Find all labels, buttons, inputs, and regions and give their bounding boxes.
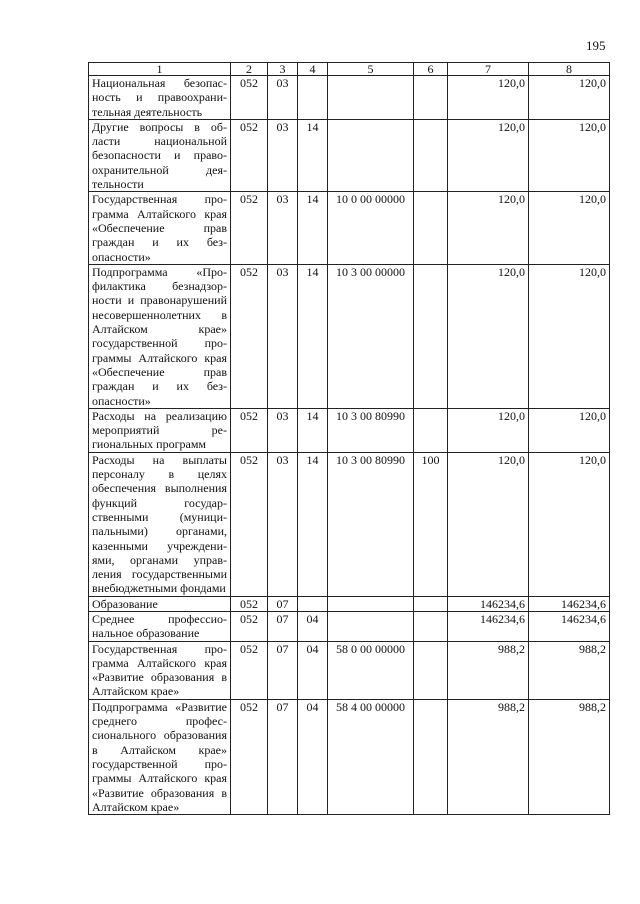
row-rz: 03 <box>268 408 298 452</box>
row-pr: 04 <box>298 699 328 814</box>
col-header: 7 <box>448 63 529 76</box>
row-pr: 14 <box>298 192 328 264</box>
col-header: 1 <box>89 63 231 76</box>
row-sum-1: 120,0 <box>448 408 529 452</box>
row-vr <box>414 596 448 611</box>
row-name: Государственная программа Алтайского края «Развитие образования в Алтайском крае» <box>89 641 231 699</box>
row-sum-2: 120,0 <box>529 408 610 452</box>
row-pr <box>298 596 328 611</box>
row-rz: 07 <box>268 699 298 814</box>
table-row <box>89 264 610 408</box>
col-header: 2 <box>231 63 268 76</box>
row-sum-2: 120,0 <box>529 76 610 120</box>
row-ved: 052 <box>231 264 268 408</box>
row-ved: 052 <box>231 641 268 699</box>
row-csr <box>328 596 414 611</box>
row-vr <box>414 76 448 120</box>
row-ved: 052 <box>231 119 268 191</box>
row-vr <box>414 119 448 191</box>
row-csr: 10 3 00 80990 <box>328 408 414 452</box>
row-sum-1: 120,0 <box>448 192 529 264</box>
row-name: Расходы на выплаты персоналу в целях обеспечения выполнения функций государственными (муниципальными) органами, казенными учреждениями, органами управления государственными внебюджетными фондами <box>89 452 231 596</box>
row-vr <box>414 611 448 641</box>
row-vr <box>414 641 448 699</box>
col-header: 8 <box>529 63 610 76</box>
col-header: 6 <box>414 63 448 76</box>
col-header: 3 <box>268 63 298 76</box>
row-ved: 052 <box>231 192 268 264</box>
row-name: Среднее профессиональное образование <box>89 611 231 641</box>
row-sum-2: 120,0 <box>529 119 610 191</box>
row-sum-1: 146234,6 <box>448 596 529 611</box>
table-row <box>89 452 610 596</box>
row-name: Образование <box>89 596 231 611</box>
row-rz: 07 <box>268 611 298 641</box>
row-vr: 100 <box>414 452 448 596</box>
row-csr: 58 0 00 00000 <box>328 641 414 699</box>
row-sum-2: 146234,6 <box>529 596 610 611</box>
row-sum-2: 988,2 <box>529 699 610 814</box>
row-sum-2: 120,0 <box>529 452 610 596</box>
row-vr <box>414 408 448 452</box>
table-row <box>89 641 610 699</box>
row-ved: 052 <box>231 699 268 814</box>
row-name: Подпрограмма «Развитие среднего профессионального образования в Алтайском крае» государственной программы Алтайского края «Развитие образования в Алтайском крае» <box>89 699 231 814</box>
table-row <box>89 76 610 120</box>
table-row <box>89 699 610 814</box>
row-rz: 03 <box>268 76 298 120</box>
row-rz: 03 <box>268 452 298 596</box>
page-number: 195 <box>586 38 606 53</box>
row-sum-1: 988,2 <box>448 699 529 814</box>
row-sum-2: 120,0 <box>529 264 610 408</box>
row-pr: 14 <box>298 452 328 596</box>
col-header: 5 <box>328 63 414 76</box>
header-row <box>89 63 610 76</box>
row-name: Подпрограмма «Профилактика безнадзорности и правонарушений несовершеннолетних в Алтайском крае» государственной программы Алтайского края «Обеспечение прав граждан и их безопасности» <box>89 264 231 408</box>
row-pr: 14 <box>298 408 328 452</box>
row-sum-1: 120,0 <box>448 119 529 191</box>
row-name: Расходы на реализацию мероприятий региональных программ <box>89 408 231 452</box>
table-row <box>89 408 610 452</box>
row-sum-2: 120,0 <box>529 192 610 264</box>
row-vr <box>414 264 448 408</box>
row-sum-2: 146234,6 <box>529 611 610 641</box>
row-pr: 04 <box>298 611 328 641</box>
row-sum-2: 988,2 <box>529 641 610 699</box>
row-ved: 052 <box>231 76 268 120</box>
col-header: 4 <box>298 63 328 76</box>
row-name: Национальная безопасность и правоохранительная деятельность <box>89 76 231 120</box>
table-row <box>89 596 610 611</box>
row-sum-1: 120,0 <box>448 264 529 408</box>
row-ved: 052 <box>231 611 268 641</box>
budget-table <box>88 62 610 815</box>
row-rz: 03 <box>268 119 298 191</box>
row-pr: 04 <box>298 641 328 699</box>
row-csr: 10 0 00 00000 <box>328 192 414 264</box>
row-ved: 052 <box>231 408 268 452</box>
row-csr <box>328 76 414 120</box>
row-sum-1: 120,0 <box>448 76 529 120</box>
row-sum-1: 988,2 <box>448 641 529 699</box>
row-csr <box>328 611 414 641</box>
row-csr: 10 3 00 80990 <box>328 452 414 596</box>
row-rz: 07 <box>268 641 298 699</box>
table-row <box>89 119 610 191</box>
row-rz: 07 <box>268 596 298 611</box>
row-ved: 052 <box>231 452 268 596</box>
row-name: Государственная программа Алтайского края «Обеспечение прав граждан и их безопасности» <box>89 192 231 264</box>
row-vr <box>414 192 448 264</box>
row-sum-1: 120,0 <box>448 452 529 596</box>
row-pr: 14 <box>298 119 328 191</box>
row-rz: 03 <box>268 192 298 264</box>
row-csr: 58 4 00 00000 <box>328 699 414 814</box>
row-vr <box>414 699 448 814</box>
row-csr: 10 3 00 00000 <box>328 264 414 408</box>
row-ved: 052 <box>231 596 268 611</box>
row-sum-1: 146234,6 <box>448 611 529 641</box>
row-rz: 03 <box>268 264 298 408</box>
row-pr: 14 <box>298 264 328 408</box>
table-row <box>89 611 610 641</box>
row-pr <box>298 76 328 120</box>
row-csr <box>328 119 414 191</box>
table-row <box>89 192 610 264</box>
row-name: Другие вопросы в области национальной безопасности и правоохранительной деятельности <box>89 119 231 191</box>
